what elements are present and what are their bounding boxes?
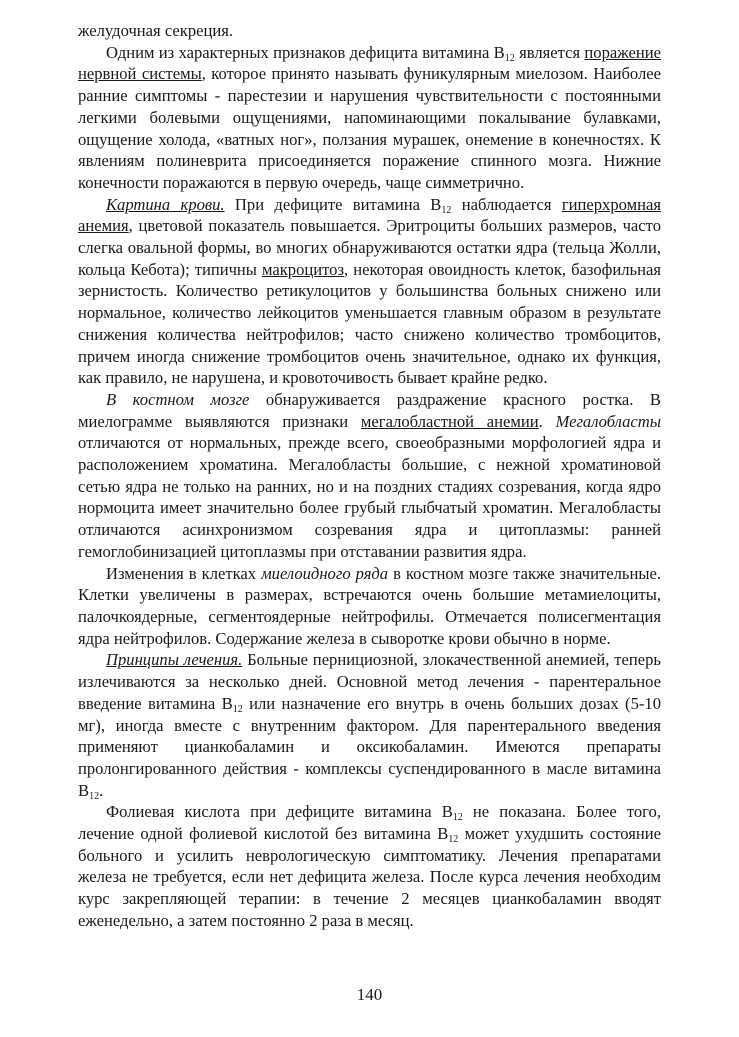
paragraph-continuation (78, 20, 661, 42)
page-body (78, 20, 661, 932)
underlined-term: гиперхромная анемия (78, 194, 661, 236)
text-run: Фолиевая кислота при дефиците витамина B (106, 802, 453, 822)
subscript: 12 (232, 703, 243, 715)
text-run: или назначение его внутрь в очень больших дозах (5-10 мг), иногда вместе с внутренним фактором. Для парентерального введения применяют цианкобаламин и оксикобаламин. Имеются препараты пролонгированного действия - комплексы суспендированного в масле витамина B (78, 693, 661, 800)
underlined-term: макроцитоз (261, 259, 345, 279)
text-run: может ухудшить состояние больного и усилить неврологическую симптоматику. Лечения препаратами железа не требуется, если нет дефицита железа. После курса лечения необходим курс закрепляющей терапии: в течение 2 месяцев цианкобаламин вводят еженедельно, а затем постоянно 2 раза в месяц. (78, 824, 661, 930)
text-run: Изменения в клетках (106, 563, 262, 583)
subscript: 12 (452, 812, 463, 824)
paragraph-treatment (78, 649, 661, 801)
italic-term: В костном мозге (106, 389, 250, 409)
subscript: 12 (448, 834, 459, 846)
underlined-term: мегалобластной анемии (360, 411, 539, 431)
text-run: , некоторая овоидность клеток, базофильная зернистость. Количество ретикулоцитов у большинства больных снижено или нормальное, количество лейкоцитов уменьшается главным образом в результате снижения количества нейтрофилов; часто снижено количество тромбоцитов, причем иногда снижение тромбоцитов очень значительное, однако их функция, как правило, не нарушена, и кровоточивость бывает крайне редко. (78, 259, 661, 388)
paragraph-bone-marrow (78, 389, 661, 563)
text-run: в костном мозге также значительные. Клетки увеличены в размерах, встречаются очень большие метамиелоциты, палочкоядерные, сегментоядерные нейтрофилы. Отмечается полисегментация ядра нейтрофилов. Содержание железа в сыворотке крови обычно в норме. (78, 563, 661, 648)
text-run: является (514, 42, 585, 62)
subscript: 12 (89, 790, 100, 802)
text-run: желудочная секреция. (78, 21, 234, 40)
text-run: наблюдается (451, 194, 562, 214)
subscript: 12 (441, 204, 452, 216)
text-run: обнаруживается раздражение красного ростка. В миелограмме выявляются признаки (78, 389, 661, 431)
paragraph-nervous-system (78, 42, 661, 194)
text-run: отличаются от нормальных, прежде всего, своеобразными морфологией ядра и расположением хроматина. Мегалобласты большие, с нежной хроматиновой сетью ядра не только на ранних, но и на поздних стадиях созревания, когда ядро нормоцита имеет значительно более грубый глыбчатый хроматин. Мегалобласты отличаются асинхронизмом созревания ядра и цитоплазмы: ранней гемоглобинизацией цитоплазмы при отставании развития ядра. (78, 433, 661, 561)
text-run: Больные пернициозной, злокачественной анемией, теперь излечиваются за несколько дней. Основной метод лечения - парентеральное введение витамина B (78, 650, 662, 713)
text-run: , которое принято называть фуникулярным миелозом. Наиболее ранние симптомы - парестезии и нарушения чувствительности с постоянными легкими болевыми ощущениями, напоминающими покалывание булавками, ощущение холода, «ватных ног», ползания мурашек, онемение в конечностях. К явлениям полиневрита присоединяется поражение спинного мозга. Нижние конечности поражаются в первую очередь, чаще симметрично. (78, 64, 661, 192)
page-number: 140 (356, 985, 383, 1004)
paragraph-myeloid-series (78, 563, 661, 650)
underlined-term: поражение нервной системы (78, 42, 661, 84)
text-run: . (99, 780, 104, 800)
subscript: 12 (504, 52, 515, 64)
italic-term: миелоидного ряда (261, 563, 389, 583)
section-heading: Принципы лечения. (106, 650, 243, 670)
italic-term: Мегалобласты (555, 411, 661, 431)
text-run: Одним из характерных признаков дефицита витамина B (106, 42, 505, 62)
text-run: , цветовой показатель повышается. Эритроциты больших размеров, часто слегка овальной формы, во многих обнаруживаются остатки ядра (тельца Жолли, кольца Кебота); типичны (78, 216, 661, 279)
section-heading: Картина крови. (106, 194, 225, 214)
paragraph-blood-picture (78, 194, 661, 389)
text-run: не показана. Более того, лечение одной фолиевой кислотой без витамина B (78, 802, 661, 844)
text-run: При дефиците витамина B (224, 194, 442, 214)
paragraph-folic-acid (78, 801, 661, 931)
text-run: . (538, 411, 556, 431)
